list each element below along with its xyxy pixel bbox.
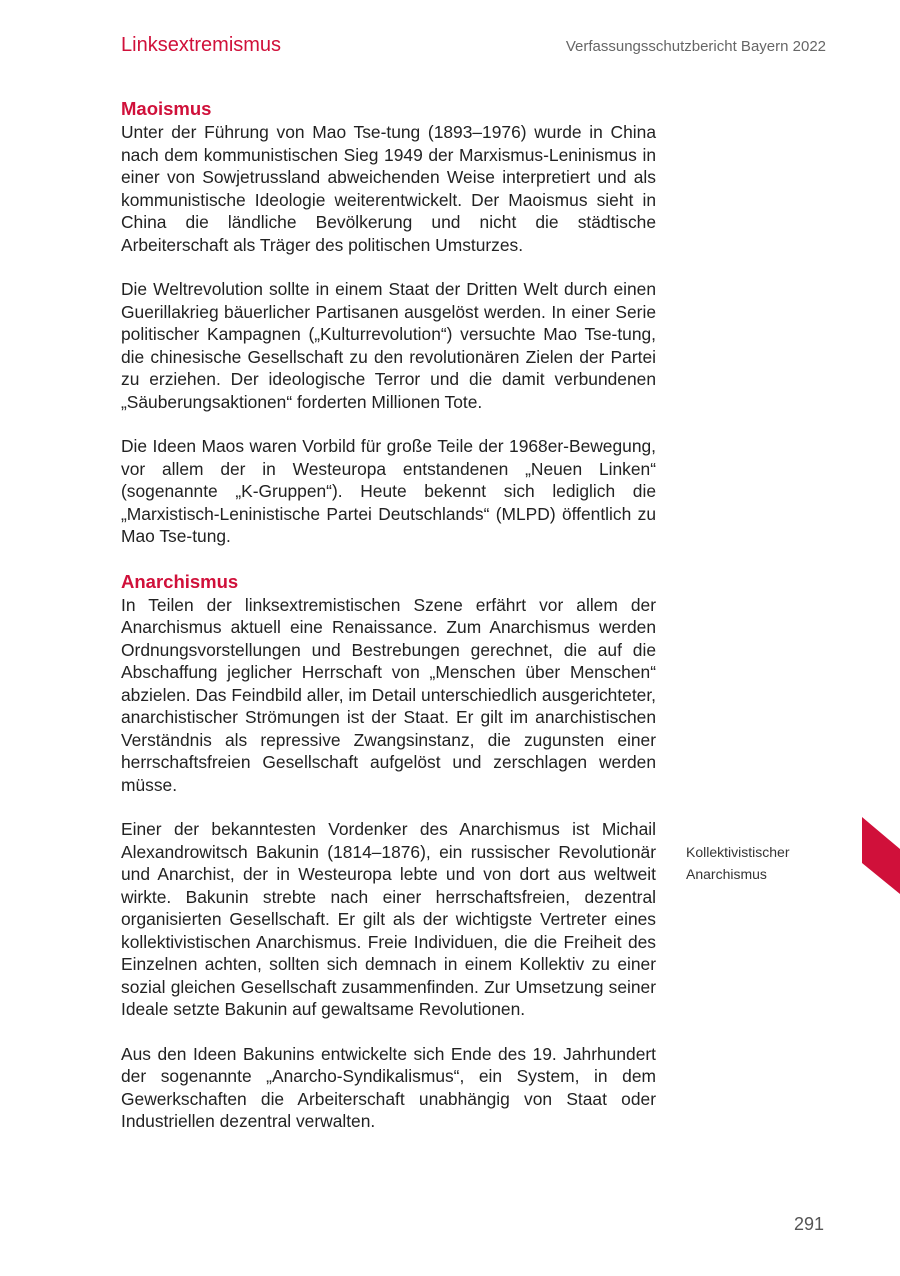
section-title-maoismus: Maoismus [121,98,212,119]
margin-note-line: Kollektivistischer [686,844,790,860]
main-text-column [121,97,656,1155]
page-number: 291 [793,1214,824,1234]
chapter-tab-shape [862,817,900,894]
paragraph: Die Ideen Maos waren Vorbild für große Teile der 1968er-Bewegung, vor allem der in Westeuropa entstandenen „Neuen Linken“ (sogenannte „K-Gruppen“). Heute bekennt sich lediglich die „Marxistisch-Leninistische Partei Deutschlands“ (MLPD) öffentlich zu Mao Tse-tung. [121,436,656,546]
paragraph: Unter der Führung von Mao Tse-tung (1893–1976) wurde in China nach dem kommunistischen Sieg 1949 der Marxismus-Leninismus in einer von Sowjetrussland abweichenden Weise interpretiert und als kommunistische Ideologie weiterentwickelt. Der Maoismus sieht in China die ländliche Bevölkerung und nicht die städtische Arbeiterschaft als Träger des politischen Umsturzes. [121,122,656,255]
chapter-tab-marker [862,817,900,894]
paragraph: Einer der bekanntesten Vordenker des Anarchismus ist Michail Alexandrowitsch Bakunin (1814–1876), ein russischer Revolutionär und Anarchist, der in Westeuropa lebte und von dort aus weltweit wirkte. Bakunin strebte nach einer herrschaftsfreien, dezentral organisierten Gesellschaft. Er gilt als der wichtigste Vertreter eines kollektivistischen Anarchismus. Freie Individuen, die die Freiheit des Einzelnen achten, sollten sich demnach in einem Kollektiv zu einer sozial gleichen Gesellschaft zusammenfinden. Zur Umsetzung seiner Ideale setzte Bakunin auf gewaltsame Revolutionen. [121,819,656,1019]
paragraph: Aus den Ideen Bakunins entwickelte sich Ende des 19. Jahrhundert der sogenannte „Anarcho-Syndikalismus“, ein System, in dem Gewerkschaften die Arbeiterschaft unabhängig von Staat oder Industriellen dezentral verwalten. [121,1043,656,1131]
margin-note-line: Anarchismus [686,866,767,882]
margin-note [686,841,836,885]
paragraph: In Teilen der linksextremistischen Szene erfährt vor allem der Anarchismus aktuell eine Renaissance. Zum Anarchismus werden Ordnungsvorstellungen und Bestrebungen gerechnet, die auf die Abschaffung jeglicher Herrschaft von „Menschen über Menschen“ abzielen. Das Feindbild aller, im Detail unterschiedlich ausgerichteter, anarchistischer Strömungen ist der Staat. Er gilt im anarchistischen Verständnis als repressive Zwangsinstanz, die zugunsten einer herrschaftsfreien Gesellschaft aufgelöst und zerschlagen werden müsse. [121,594,656,795]
running-head-section: Linksextremismus [121,34,282,56]
paragraph: Die Weltrevolution sollte in einem Staat der Dritten Welt durch einen Guerillakrieg bäuerlicher Partisanen ausgelöst werden. In einer Serie politischer Kampagnen („Kulturrevolution“) versuchte Mao Tse-tung, die chinesische Gesellschaft zu den revolutionären Zielen der Partei zu erziehen. Der ideologische Terror und die damit verbundenen „Säuberungsaktionen“ forderten Millionen Tote. [121,279,656,412]
section-title-anarchismus: Anarchismus [121,570,239,592]
running-head-publication: Verfassungsschutzbericht Bayern 2022 [565,38,826,55]
